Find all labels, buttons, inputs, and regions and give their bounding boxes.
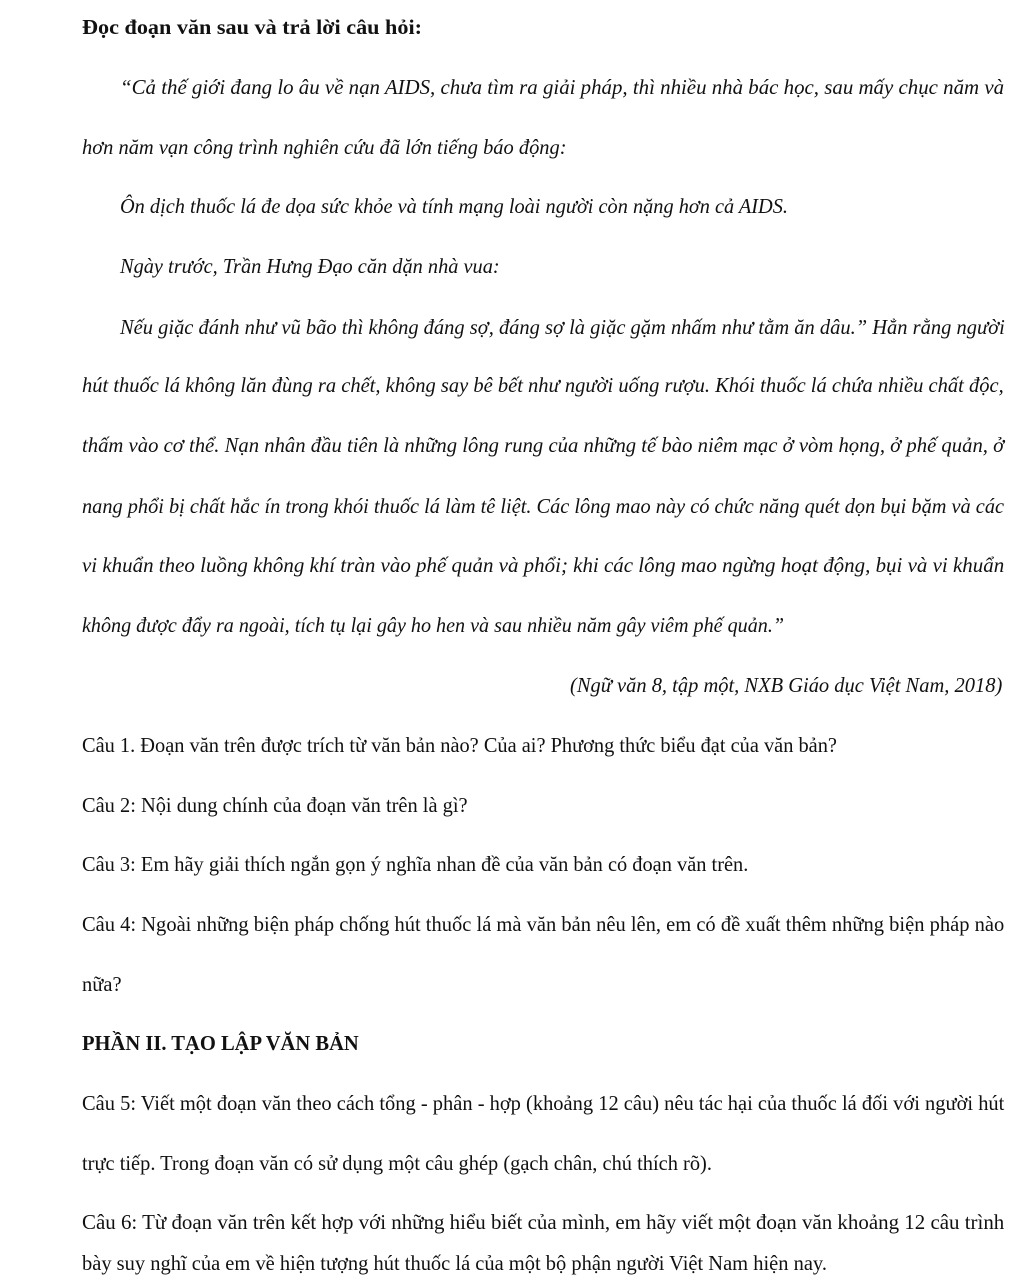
passage-line-9: vi khuẩn theo luồng không khí tràn vào phế quản và phổi; khi các lông mao ngừng hoạt động, bụi và vi khuẩn [82, 553, 1005, 577]
question-5-line-1: Câu 5: Viết một đoạn văn theo cách tổng - phân - hợp (khoảng 12 câu) nêu tác hại của thuốc lá đối với người hút [82, 1091, 1005, 1115]
instruction-heading: Đọc đoạn văn sau và trả lời câu hỏi: [82, 15, 422, 39]
passage-line-8: nang phổi bị chất hắc ín trong khói thuốc lá làm tê liệt. Các lông mao này có chức năng quét dọn bụi bặm và các [82, 494, 1005, 518]
question-6-line-1: Câu 6: Từ đoạn văn trên kết hợp với những hiểu biết của mình, em hãy viết một đoạn văn khoảng 12 câu trình [82, 1210, 1005, 1234]
question-4-line-2: nữa? [82, 972, 122, 996]
part-2-heading: PHẦN II. TẠO LẬP VĂN BẢN [82, 1031, 359, 1055]
question-5-line-2: trực tiếp. Trong đoạn văn có sử dụng một câu ghép (gạch chân, chú thích rõ). [82, 1151, 712, 1175]
passage-line-5: Nếu giặc đánh như vũ bão thì không đáng sợ, đáng sợ là giặc gặm nhấm như tằm ăn dâu.” Hẳn rằng người [120, 315, 1005, 339]
question-3: Câu 3: Em hãy giải thích ngắn gọn ý nghĩa nhan đề của văn bản có đoạn văn trên. [82, 852, 749, 876]
passage-line-1: “Cả thế giới đang lo âu về nạn AIDS, chưa tìm ra giải pháp, thì nhiều nhà bác học, sau mấy chục năm và [120, 75, 1005, 99]
passage-line-7: thấm vào cơ thể. Nạn nhân đầu tiên là những lông rung của những tế bào niêm mạc ở vòm họng, ở phế quản, ở [82, 433, 1005, 457]
passage-line-6: hút thuốc lá không lăn đùng ra chết, không say bê bết như người uống rượu. Khói thuốc lá chứa nhiều chất độc, [82, 373, 1004, 397]
question-4-line-1: Câu 4: Ngoài những biện pháp chống hút thuốc lá mà văn bản nêu lên, em có đề xuất thêm những biện pháp nào [82, 912, 1005, 936]
question-1: Câu 1. Đoạn văn trên được trích từ văn bản nào? Của ai? Phương thức biểu đạt của văn bản? [82, 733, 837, 757]
question-2: Câu 2: Nội dung chính của đoạn văn trên là gì? [82, 793, 468, 817]
passage-line-2: hơn năm vạn công trình nghiên cứu đã lớn tiếng báo động: [82, 135, 567, 159]
question-6-line-2: bày suy nghĩ của em về hiện tượng hút thuốc lá của một bộ phận người Việt Nam hiện nay. [82, 1251, 827, 1275]
passage-line-10: không được đẩy ra ngoài, tích tụ lại gây ho hen và sau nhiều năm gây viêm phế quản.” [82, 613, 785, 637]
passage-line-4: Ngày trước, Trần Hưng Đạo căn dặn nhà vua: [120, 254, 500, 278]
source-citation: (Ngữ văn 8, tập một, NXB Giáo dục Việt Nam, 2018) [569, 673, 1002, 697]
passage-line-3: Ôn dịch thuốc lá đe dọa sức khỏe và tính mạng loài người còn nặng hơn cả AIDS. [120, 194, 788, 218]
